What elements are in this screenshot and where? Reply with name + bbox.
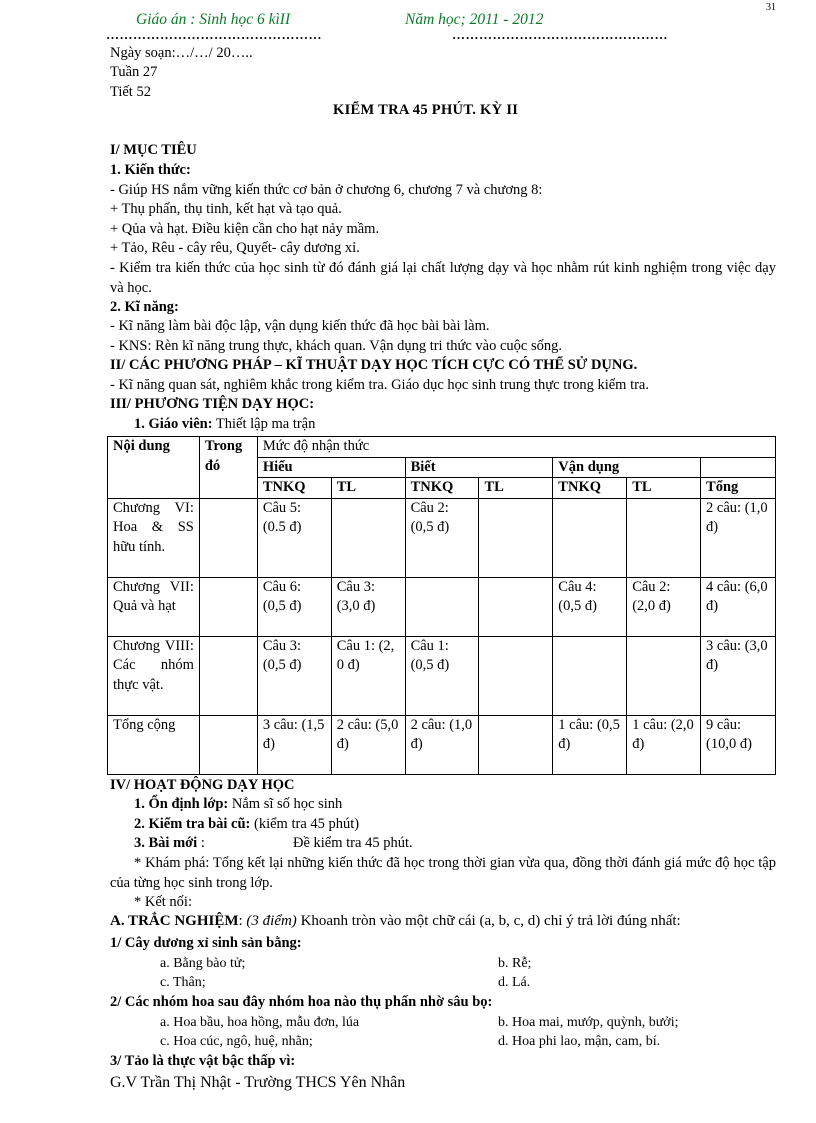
answer-option: c. Thân;: [160, 975, 206, 990]
th-tnkq: TNKQ: [405, 478, 479, 499]
activity-item: [134, 815, 359, 835]
teacher-label: 1. Giáo viên:: [134, 416, 213, 432]
activity-item: [134, 795, 342, 815]
question: 3/ Tảo là thực vật bậc thấp vì:: [110, 1053, 296, 1069]
th-tl: TL: [479, 478, 553, 499]
cell: 1 câu: (2,0 đ): [627, 715, 701, 774]
activity-text: (kiểm tra 45 phút): [250, 816, 360, 832]
cell: [627, 498, 701, 577]
answer-option: b. Rễ;: [498, 956, 532, 971]
row-total-label: Tổng cộng: [108, 715, 200, 774]
table-row: [108, 636, 776, 715]
table-row: [108, 498, 776, 577]
quiz-part-label: A. TRẮC NGHIỆM: [110, 913, 239, 929]
th-total: Tổng: [701, 478, 776, 499]
quiz-points: (3 điểm): [246, 913, 297, 929]
cell: 1 câu: (0,5 đ): [553, 715, 627, 774]
footer-teacher-school: G.V Trần Thị Nhật - Trường THCS Yên Nhân: [110, 1074, 406, 1091]
section-activities: IV/ HOẠT ĐỘNG DẠY HỌC: [110, 777, 295, 793]
cell: [199, 636, 257, 715]
cell: Câu 4: (0,5 đ): [553, 577, 627, 636]
header-dots-left: …………………………………………: [106, 27, 322, 42]
table-row: [108, 577, 776, 636]
table-row: [108, 715, 776, 774]
cell: Câu 2: (2,0 đ): [627, 577, 701, 636]
teacher-text: Thiết lập ma trận: [212, 416, 316, 432]
cell-total: 4 câu: (6,0 đ): [701, 577, 776, 636]
activity-colon: :: [197, 835, 205, 851]
activity-text: Đề kiểm tra 45 phút.: [293, 835, 413, 851]
knowledge-line: - Kiểm tra kiến thức của học sinh từ đó đánh giá lại chất lượng dạy và học nhằm rút kinh nghiệm trong việc dạy và học.: [110, 260, 776, 296]
assessment-matrix: [107, 436, 776, 775]
row-chapter: Chương VI: Hoa & SS hữu tính.: [108, 498, 200, 577]
skills-heading: 2. Kĩ năng:: [110, 299, 179, 315]
answer-option: a. Hoa bầu, hoa hồng, mẫu đơn, lúa: [160, 1015, 360, 1030]
activity-item: [134, 834, 205, 854]
cell-total: 9 câu: (10,0 đ): [701, 715, 776, 774]
answer-option: d. Lá.: [498, 975, 531, 990]
th-understand: Hiểu: [257, 457, 405, 478]
cell: [331, 498, 405, 577]
cell: [479, 715, 553, 774]
knowledge-line: + Tảo, Rêu - cây rêu, Quyết- cây dương xỉ.: [110, 240, 360, 256]
activity-text: Nắm sĩ số học sinh: [228, 796, 343, 812]
section-objectives: I/ MỤC TIÊU: [110, 142, 197, 158]
quiz-text: Khoanh tròn vào một chữ cái (a, b, c, d) chỉ ý trả lời đúng nhất:: [296, 913, 681, 929]
row-chapter: Chương VIII: Các nhóm thực vật.: [108, 636, 200, 715]
header-dots-right: …………………………………………: [452, 27, 668, 42]
knowledge-line: + Thụ phấn, thụ tinh, kết hạt và tạo quả.: [110, 201, 342, 217]
header-school-year: Năm học; 2011 - 2012: [405, 11, 544, 28]
connect-text: * Kết nối:: [134, 894, 192, 910]
week: Tuần 27: [110, 64, 158, 80]
knowledge-line: + Qủa và hạt. Điều kiện cần cho hạt nảy mầm.: [110, 221, 380, 237]
cell: 3 câu: (1,5 đ): [257, 715, 331, 774]
cell: [479, 498, 553, 577]
cell: 2 câu: (1,0 đ): [405, 715, 479, 774]
cell: Câu 1: (0,5 đ): [405, 636, 479, 715]
answer-option: c. Hoa cúc, ngô, huệ, nhãn;: [160, 1034, 313, 1049]
cell: Câu 3: (3,0 đ): [331, 577, 405, 636]
th-know: Biết: [405, 457, 553, 478]
answer-option: b. Hoa mai, mướp, quỳnh, bưởi;: [498, 1015, 679, 1030]
th-cognitive-level: Mức độ nhận thức: [257, 437, 775, 458]
knowledge-heading: 1. Kiến thức:: [110, 162, 191, 178]
quiz-instructions: [110, 912, 681, 932]
th-tl: TL: [627, 478, 701, 499]
cell: [199, 498, 257, 577]
th-within: Trong đó: [199, 437, 257, 499]
row-chapter: Chương VII: Quả và hạt: [108, 577, 200, 636]
cell: [553, 636, 627, 715]
knowledge-line: - Giúp HS nắm vững kiến thức cơ bản ở chương 6, chương 7 và chương 8:: [110, 182, 543, 198]
cell: [479, 577, 553, 636]
th-apply: Vận dụng: [553, 457, 701, 478]
answer-option: d. Hoa phi lao, mận, cam, bí.: [498, 1034, 661, 1049]
teacher-line: [134, 415, 315, 435]
activity-label: 3. Bài mới: [134, 835, 198, 851]
activity-label: 1. Ổn định lớp:: [134, 796, 229, 812]
period: Tiết 52: [110, 84, 151, 100]
th-tnkq: TNKQ: [553, 478, 627, 499]
cell: [479, 636, 553, 715]
th-content: Nội dung: [108, 437, 200, 499]
skills-line: - KNS: Rèn kĩ năng trung thực, khách quan. Vận dụng tri thức vào cuộc sống.: [110, 338, 562, 354]
answer-option: a. Bằng bào tử;: [160, 956, 246, 971]
cell: Câu 5: (0.5 đ): [257, 498, 331, 577]
cell: 2 câu: (5,0 đ): [331, 715, 405, 774]
header-subject: Giáo án : Sinh học 6 kìII: [136, 11, 291, 28]
th-tl: TL: [331, 478, 405, 499]
cell: [553, 498, 627, 577]
cell: Câu 1: (2, 0 đ): [331, 636, 405, 715]
cell: [199, 715, 257, 774]
question: 2/ Các nhóm hoa sau đây nhóm hoa nào thụ phấn nhờ sâu bọ:: [110, 994, 493, 1010]
cell: Câu 6: (0,5 đ): [257, 577, 331, 636]
section-methods: II/ CÁC PHƯƠNG PHÁP – KĨ THUẬT DẠY HỌC TÍCH CỰC CÓ THỂ SỬ DỤNG.: [110, 357, 638, 373]
quiz-colon: :: [238, 913, 247, 929]
cell-total: 2 câu: (1,0 đ): [701, 498, 776, 577]
page-number: 31: [766, 2, 776, 13]
question: 1/ Cây dương xỉ sinh sản bằng:: [110, 935, 302, 951]
th-blank: [701, 457, 776, 478]
cell: [627, 636, 701, 715]
cell: [405, 577, 479, 636]
methods-line: - Kĩ năng quan sát, nghiêm khắc trong kiểm tra. Giáo dục học sinh trung thực trong kiểm tra.: [110, 377, 649, 393]
explore-text: * Khám phá: Tổng kết lại những kiến thức đã học trong thời gian vừa qua, đồng thời đánh giá mức độ học tập của từng học sinh trong lớp.: [110, 855, 776, 891]
th-tnkq: TNKQ: [257, 478, 331, 499]
page-title: KIỂM TRA 45 PHÚT. KỲ II: [333, 102, 519, 118]
activity-label: 2. Kiểm tra bài cũ:: [134, 816, 251, 832]
cell: Câu 3: (0,5 đ): [257, 636, 331, 715]
section-materials: III/ PHƯƠNG TIỆN DẠY HỌC:: [110, 396, 315, 412]
cell-total: 3 câu: (3,0 đ): [701, 636, 776, 715]
cell: [199, 577, 257, 636]
skills-line: - Kĩ năng làm bài độc lập, vận dụng kiến thức đã học bài bài làm.: [110, 318, 490, 334]
cell: Câu 2: (0,5 đ): [405, 498, 479, 577]
date-prepared: Ngày soạn:…/…/ 20…..: [110, 45, 253, 61]
